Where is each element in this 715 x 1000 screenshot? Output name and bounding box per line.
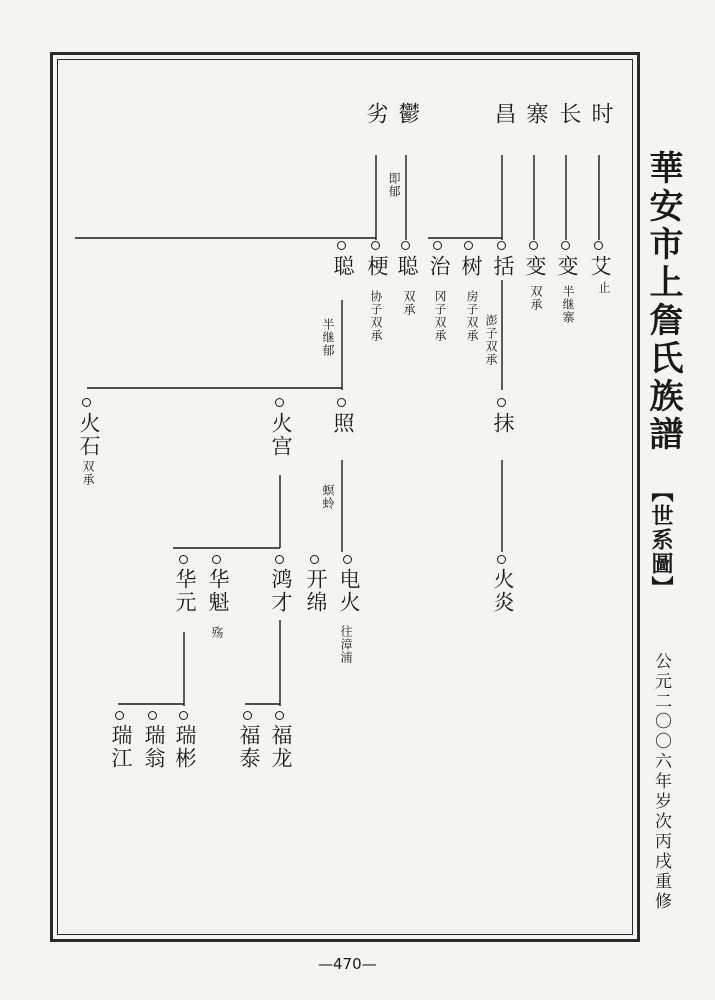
note-banjidu: 半继郁 — [321, 318, 335, 357]
node-marker — [371, 241, 380, 250]
person-name: 华魁 — [206, 568, 230, 614]
person-note: 双承 — [529, 285, 543, 311]
generation-4: 鬱 — [395, 102, 420, 128]
person-name: 火石 — [77, 412, 101, 458]
person-name: 梗 — [365, 255, 389, 278]
node-marker — [275, 398, 284, 407]
node-marker — [343, 555, 352, 564]
node-marker — [497, 398, 506, 407]
person-note: 房子双承 — [465, 290, 479, 342]
person-name: 抹 — [491, 412, 515, 435]
node-marker — [401, 241, 410, 250]
node-marker — [433, 241, 442, 250]
person-name: 华元 — [173, 568, 197, 614]
note-mingling: 螟蛉 — [321, 484, 335, 510]
person-name: 福龙 — [269, 724, 293, 770]
person-note: 殇 — [210, 626, 224, 639]
person-name: 鸿才 — [269, 568, 293, 614]
person-note: 双承 — [402, 290, 416, 316]
person-name: 变 — [555, 255, 579, 278]
person-name: 树 — [459, 255, 483, 278]
person-name: 照 — [331, 412, 355, 435]
node-marker — [594, 241, 603, 250]
person-name: 括 — [491, 255, 515, 278]
node-marker — [337, 241, 346, 250]
node-marker — [275, 711, 284, 720]
node-marker — [497, 241, 506, 250]
person-name: 瑞彬 — [173, 724, 197, 770]
node-marker — [337, 398, 346, 407]
node-marker — [148, 711, 157, 720]
person-name: 变 — [523, 255, 547, 278]
node-marker — [529, 241, 538, 250]
node-marker — [243, 711, 252, 720]
person-name: 福泰 — [237, 724, 261, 770]
person-name: 瑞翁 — [142, 724, 166, 770]
person-name: 治 — [427, 255, 451, 278]
node-marker — [497, 555, 506, 564]
generation-2: 寨 — [523, 102, 548, 128]
person-note: 澎子双承 — [484, 314, 498, 366]
node-marker — [82, 398, 91, 407]
person-note: 双承 — [81, 460, 95, 486]
person-name: 艾 — [588, 255, 612, 278]
person-note: 协子双承 — [369, 290, 383, 342]
generation-0: 时 — [588, 102, 613, 128]
book-title: 華安市上詹氏族譜 — [643, 150, 683, 454]
generation-5: 劣 — [363, 102, 388, 128]
page-number: —470— — [318, 955, 377, 973]
generation-1: 长 — [556, 102, 581, 128]
node-marker — [275, 555, 284, 564]
person-name: 开绵 — [304, 568, 328, 614]
section-title: 【世系圖】 — [648, 480, 674, 600]
person-name: 电火 — [337, 568, 361, 614]
note-jidu: 即郁 — [387, 172, 401, 198]
person-name: 聪 — [395, 255, 419, 278]
person-note: 冈子双承 — [433, 290, 447, 342]
person-note: 止 — [597, 281, 611, 294]
node-marker — [179, 555, 188, 564]
person-name: 火炎 — [491, 568, 515, 614]
revision-date: 公元二〇〇六年岁次丙戌重修 — [651, 652, 671, 912]
person-name: 聪 — [331, 255, 355, 278]
generation-3: 昌 — [491, 102, 516, 128]
node-marker — [310, 555, 319, 564]
person-note: 往漳浦 — [339, 625, 353, 664]
person-name: 火宫 — [269, 412, 293, 458]
node-marker — [561, 241, 570, 250]
person-name: 瑞江 — [109, 724, 133, 770]
person-note: 半继寨 — [561, 285, 575, 324]
node-marker — [115, 711, 124, 720]
node-marker — [464, 241, 473, 250]
node-marker — [179, 711, 188, 720]
node-marker — [212, 555, 221, 564]
